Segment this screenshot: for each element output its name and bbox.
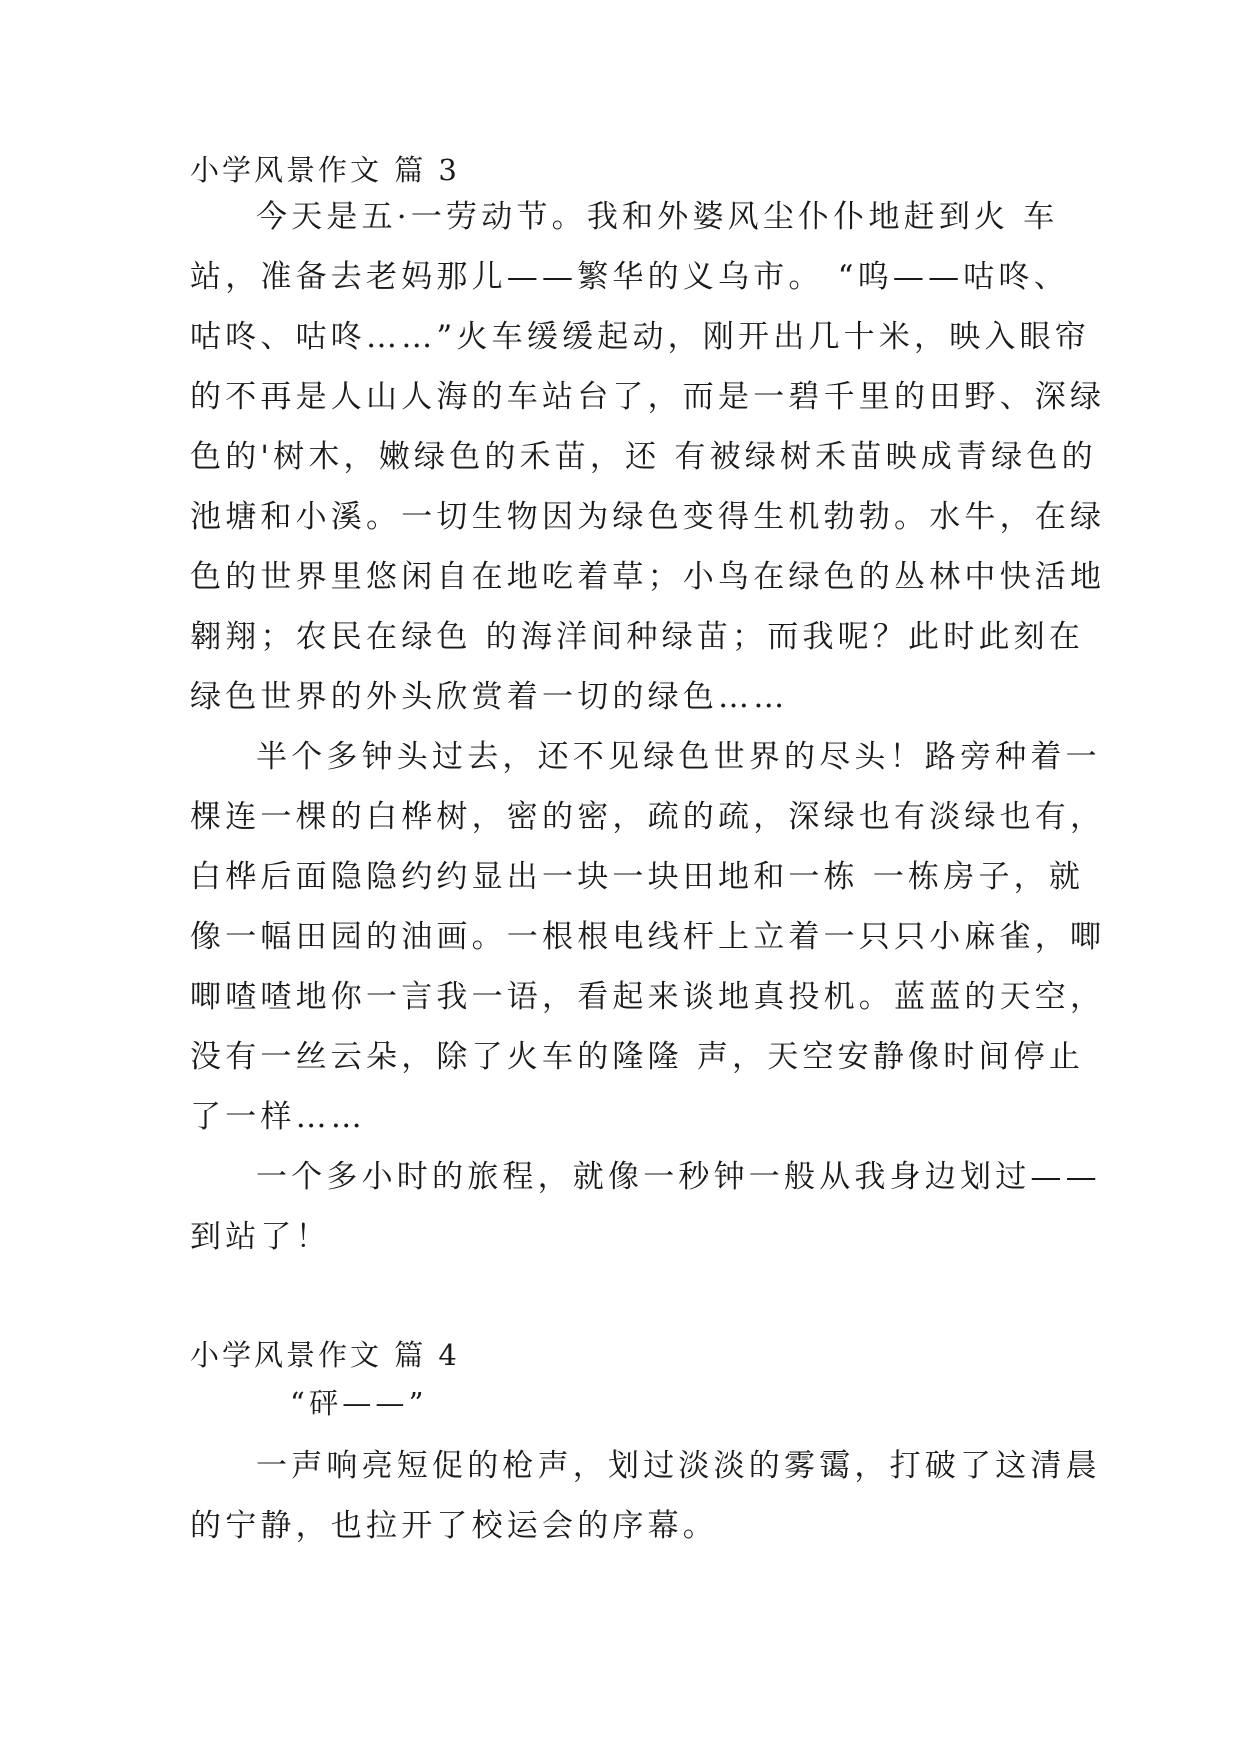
text-line: 翱翔；农民在绿色 的海洋间种绿苗；而我呢？此时此刻在 <box>190 619 1085 655</box>
text-line: 一声响亮短促的枪声，划过淡淡的雾霭，打破了这清晨 <box>256 1448 1101 1484</box>
text-line: 咕咚、咕咚……”火车缓缓起动，刚开出几十米，映入眼帘 <box>190 319 1091 355</box>
quote-line: “砰——” <box>290 1386 428 1420</box>
text-line: 绿色世界的外头欣赏着一切的绿色…… <box>190 679 789 715</box>
text-line: 到站了！ <box>190 1219 331 1255</box>
text-line: 站，准备去老妈那儿——繁华的义乌市。 “呜——咕咚、 <box>190 259 1069 295</box>
text-line: 今天是五·一劳动节。我和外婆风尘仆仆地赶到火 车 <box>256 199 1059 235</box>
section-3-paragraph-3 <box>190 1147 1101 1267</box>
text-line: 棵连一棵的白桦树，密的密，疏的疏，深绿也有淡绿也有， <box>190 799 1106 835</box>
section-4-paragraph-1 <box>190 1436 1101 1556</box>
section-4-quote <box>190 1373 1050 1433</box>
text-line: 色的'树木，嫩绿色的禾苗，还 有被绿树禾苗映成青绿色的 <box>190 439 1097 475</box>
text-line: 像一幅田园的油画。一根根电线杆上立着一只只小麻雀，唧 <box>190 919 1106 955</box>
section-3-paragraph-2 <box>190 727 1106 1147</box>
section-4-heading: 小学风景作文 篇 4 <box>190 1338 460 1372</box>
text-line: 了一样…… <box>190 1099 366 1135</box>
text-line: 没有一丝云朵，除了火车的隆隆 声，天空安静像时间停止 <box>190 1039 1085 1075</box>
section-3-paragraph-1 <box>190 187 1106 727</box>
text-line: 白桦后面隐隐约约显出一块一块田地和一栋 一栋房子，就 <box>190 859 1085 895</box>
section-3-heading: 小学风景作文 篇 3 <box>190 153 460 187</box>
text-line: 一个多小时的旅程，就像一秒钟一般从我身边划过—— <box>256 1159 1101 1195</box>
text-line: 的宁静，也拉开了校运会的序幕。 <box>190 1508 718 1544</box>
text-line: 的不再是人山人海的车站台了，而是一碧千里的田野、深绿 <box>190 379 1106 415</box>
text-line: 池塘和小溪。一切生物因为绿色变得生机勃勃。水牛，在绿 <box>190 499 1106 535</box>
text-line: 唧喳喳地你一言我一语，看起来谈地真投机。蓝蓝的天空， <box>190 979 1106 1015</box>
text-line: 半个多钟头过去，还不见绿色世界的尽头！路旁种着一 <box>256 739 1101 775</box>
text-line: 色的世界里悠闲自在地吃着草；小鸟在绿色的丛林中快活地 <box>190 559 1106 595</box>
